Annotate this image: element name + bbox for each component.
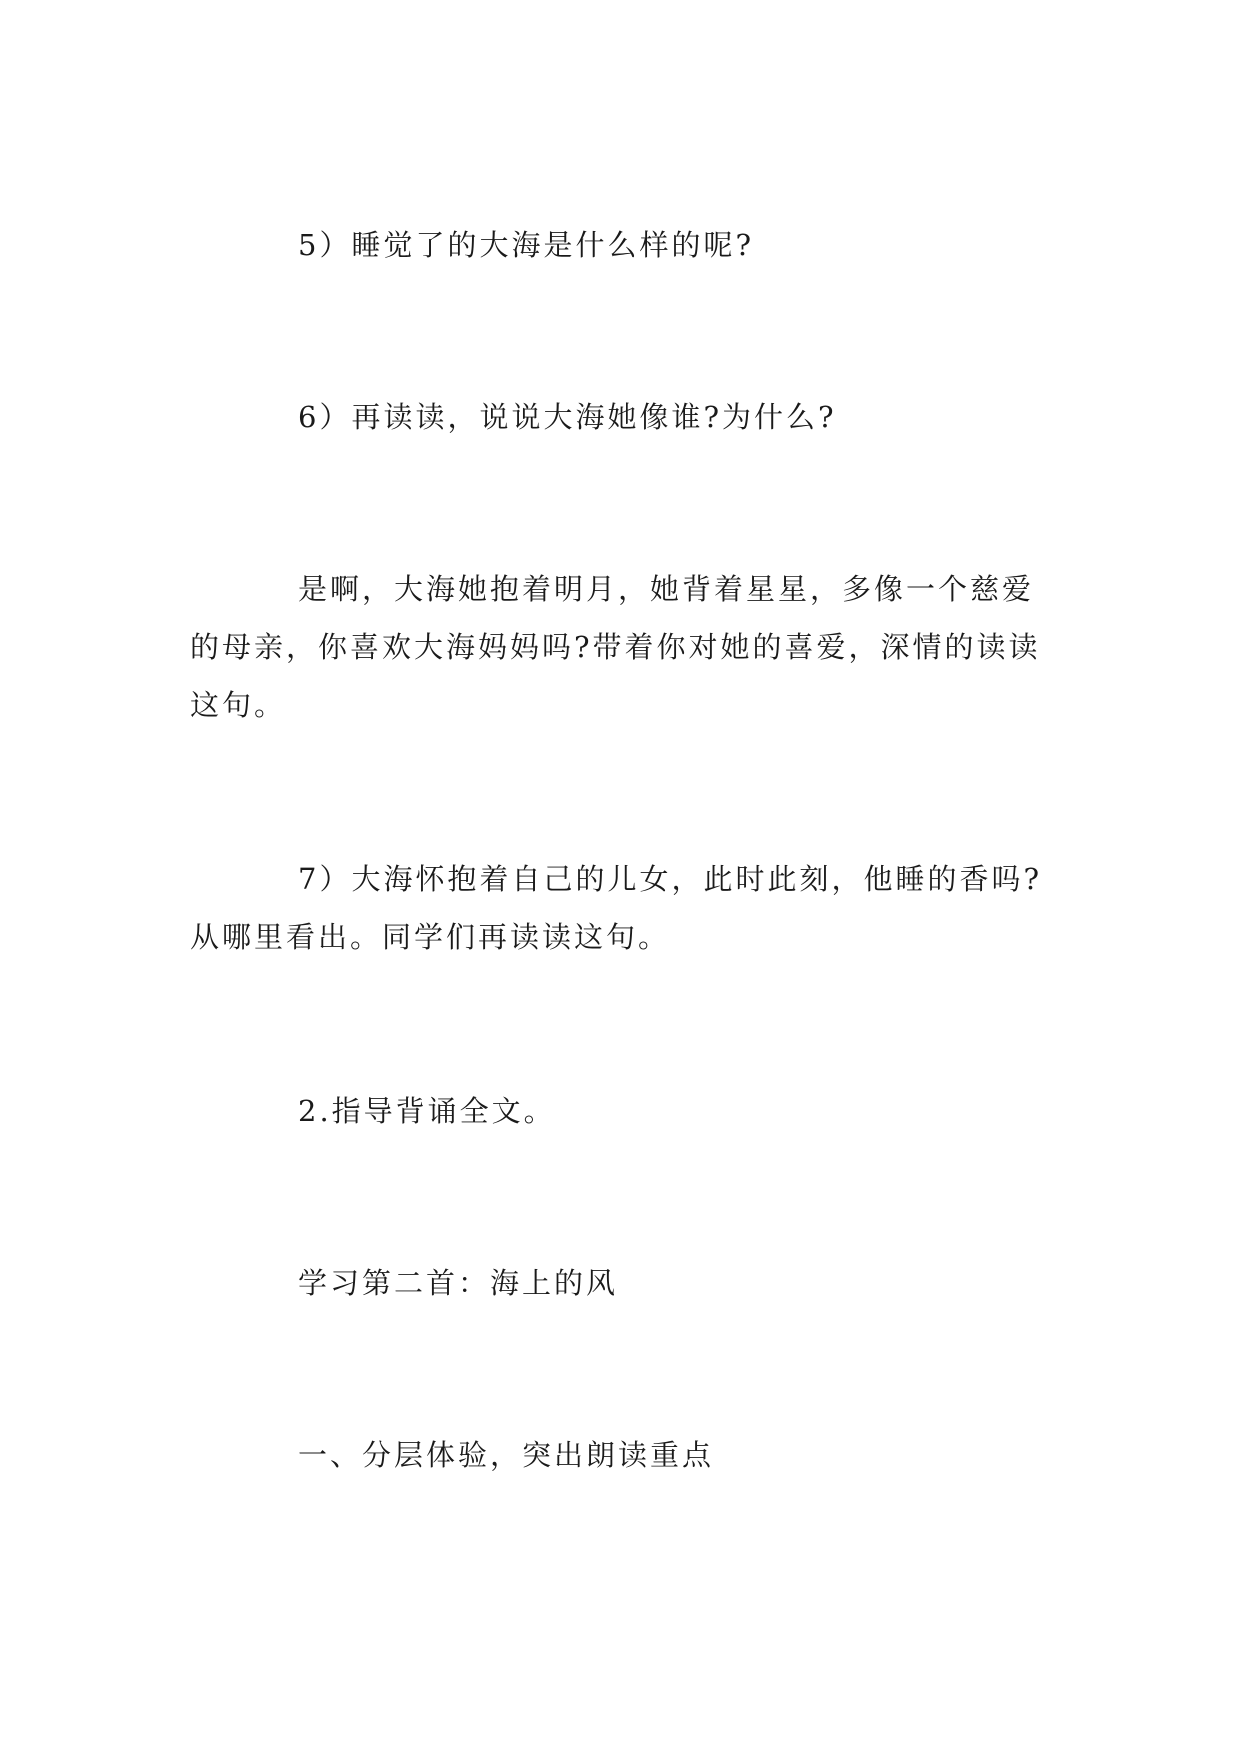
paragraph-answer-mother: 是啊，大海她抱着明月，她背着星星，多像一个慈爱的母亲，你喜欢大海妈妈吗?带着你对她的喜爱，深情的读读这句。 (190, 572, 1041, 722)
paragraph-second-poem-heading: 学习第二首：海上的风 (298, 1266, 619, 1300)
paragraph-question-7: 7）大海怀抱着自己的儿女，此时此刻，他睡的香吗?从哪里看出。同学们再读读这句。 (190, 862, 1042, 954)
paragraph-section-one-heading: 一、分层体验，突出朗读重点 (298, 1438, 715, 1472)
paragraph-question-5: 5）睡觉了的大海是什么样的呢? (298, 228, 754, 262)
paragraph-question-6: 6）再读读，说说大海她像谁?为什么? (298, 400, 837, 434)
paragraph-recite-guidance: 2.指导背诵全文。 (298, 1094, 556, 1128)
